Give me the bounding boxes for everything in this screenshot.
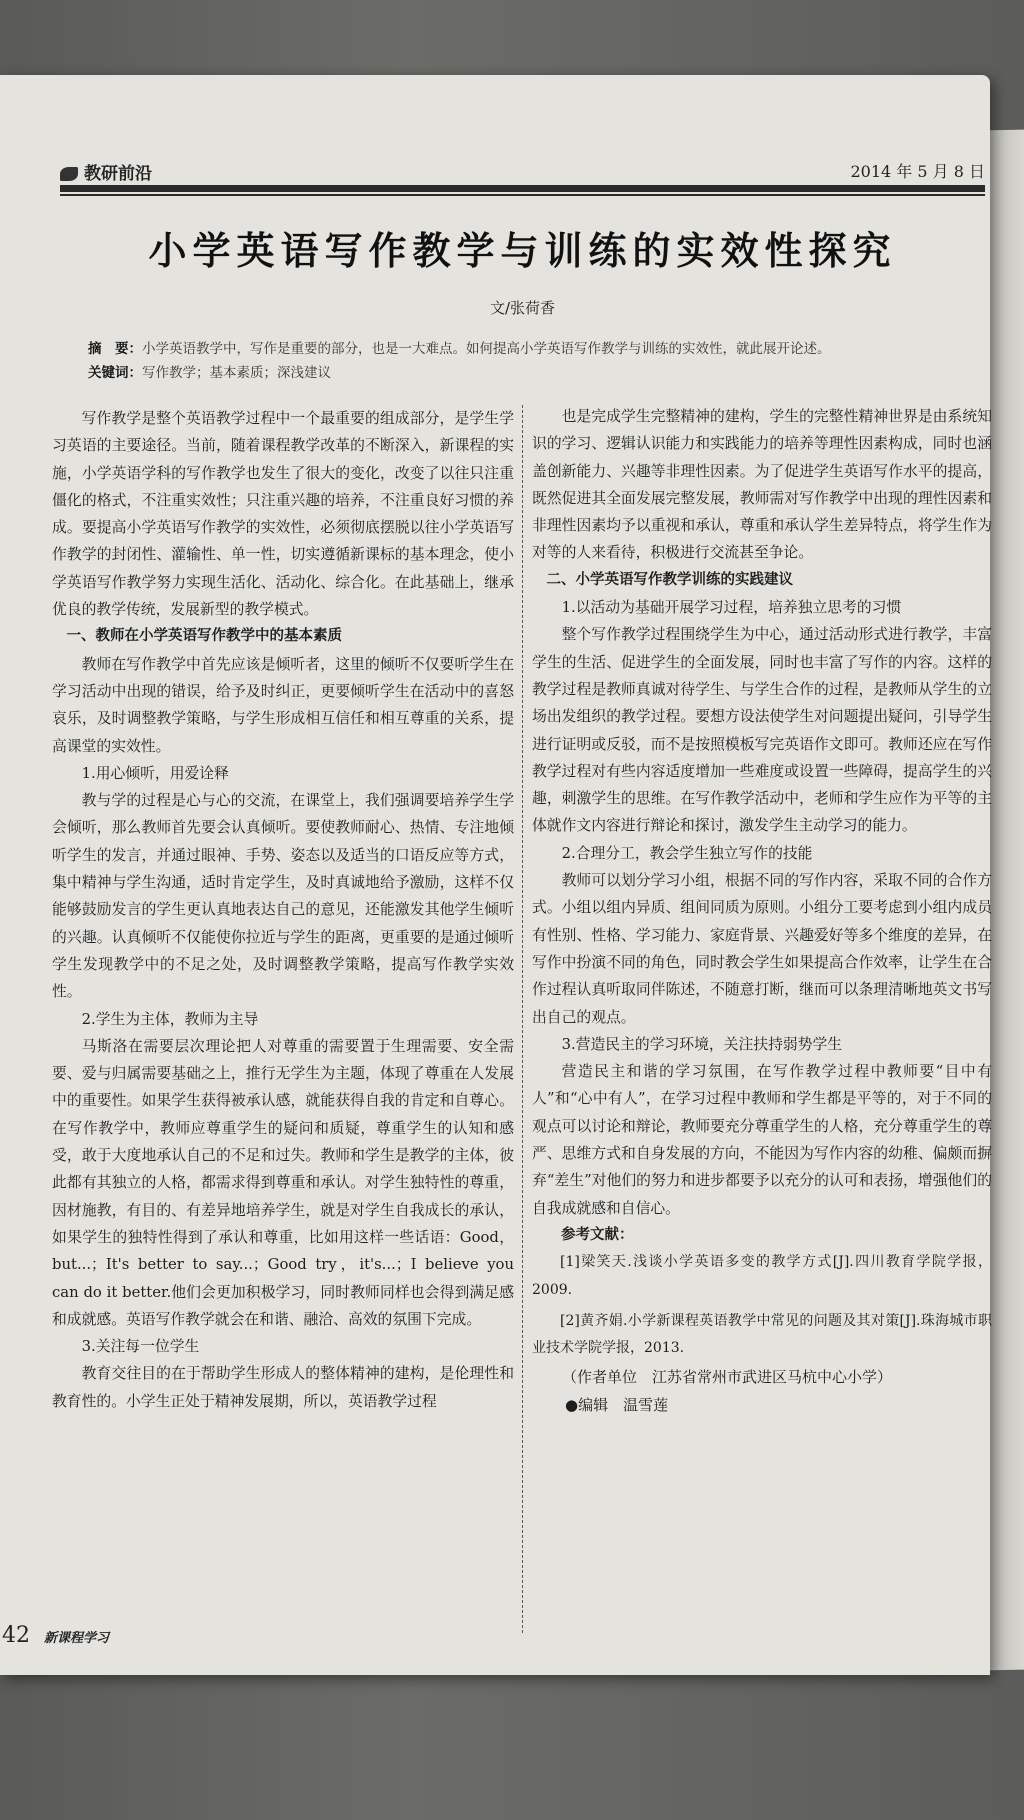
author-affiliation: （作者单位 江苏省常州市武进区马杭中心小学） bbox=[562, 1368, 893, 1387]
subsection-heading: 2.合理分工，教会学生独立写作的技能 bbox=[561, 844, 813, 862]
keywords-text: 写作教学；基本素质；深浅建议 bbox=[142, 365, 331, 381]
reference-item: [1]梁笑天.浅谈小学英语多变的教学方式[J].四川教育学院学报，2009. bbox=[532, 1254, 992, 1298]
abstract-label: 摘 要： bbox=[88, 341, 142, 357]
editor-credit: ●编辑 温雪莲 bbox=[565, 1395, 669, 1414]
article-title: 小学英语写作教学与训练的实效性探究 bbox=[148, 229, 897, 273]
paragraph: 营造民主和谐的学习氛围，在写作教学过程中教师要“目中有人”和“心中有人”，在学习过程中教师和学生都是平等的，对于不同的观点可以讨论和辩论，教师要充分尊重学生的人格，充分尊重学生的尊严、思维方式和自身发展的方向，不能因为写作内容的幼稚、偏颇而摒弃“差生”对他们的努力和进步都要予以充分的认可和表扬，增强他们的自我成就感和自信心。 bbox=[532, 1063, 992, 1217]
header-rule-thin bbox=[60, 194, 985, 196]
paragraph: 马斯洛在需要层次理论把人对尊重的需要置于生理需要、安全需要、爱与归属需要基础之上，推行无学生为主题，体现了尊重在人发展中的重要性。如果学生获得被承认感，就能获得自我的肯定和自尊心。在写作教学中，教师应尊重学生的疑问和质疑，尊重学生的认知和感受，敢于大度地承认自己的不足和过失。教师和学生是教学的主体，彼此都有其独立的人格，都需求得到尊重和承认。对学生独特性的尊重，因材施教，有目的、有差异地培养学生，就是对学生自我成长的承认，如果学生的独特性得到了承认和尊重，比如用这样一些话语：Good，but...；It's better to say...；Good try，it's...；I believe you can do it better.他们会更加积极学习，同时教师同样也会得到满足感和成就感。英语写作教学就会在和谐、融洽、高效的氛围下完成。 bbox=[52, 1037, 514, 1328]
section-heading: 一、教师在小学英语写作教学中的基本素质 bbox=[66, 628, 342, 645]
right-column bbox=[532, 403, 992, 1419]
abstract-block bbox=[88, 337, 968, 385]
section-logo-icon bbox=[60, 167, 78, 181]
magazine-name: 新课程学习 bbox=[44, 1631, 110, 1646]
paragraph: 写作教学是整个英语教学过程中一个最重要的组成部分，是学生学习英语的主要途径。当前，随着课程教学改革的不断深入，新课程的实施，小学英语学科的写作教学也发生了很大的变化，改变了以往只注重僵化的格式，不注重实效性；只注重兴趣的培养，不注重良好习惯的养成。要提高小学英语写作教学的实效性，必须彻底摆脱以往小学英语写作教学的封闭性、灌输性、单一性，切实遵循新课标的基本理念，使小学英语写作教学努力实现生活化、活动化、综合化。在此基础上，继承优良的教学传统，发展新型的教学模式。 bbox=[52, 410, 514, 619]
section-label bbox=[60, 159, 152, 184]
page-number: 42 bbox=[2, 1623, 30, 1648]
paragraph: 教与学的过程是心与心的交流，在课堂上，我们强调要培养学生学会倾听，那么教师首先要会认真倾听。要使教师耐心、热情、专注地倾听学生的发言，并通过眼神、手势、姿态以及适当的口语反应等方式，集中精神与学生沟通，适时肯定学生，及时真诚地给予激励，这样不仅能够鼓励发言的学生更认真地表达自己的意见，还能激发其他学生倾听的兴趣。认真倾听不仅能使你拉近与学生的距离，更重要的是通过倾听学生发现教学中的不足之处，及时调整教学策略，提高写作教学实效性。 bbox=[52, 792, 514, 1001]
keywords-label: 关键词： bbox=[88, 365, 142, 381]
keywords-line bbox=[88, 361, 968, 385]
article-author: 文/张荷香 bbox=[489, 299, 556, 317]
paragraph: 教育交往目的在于帮助学生形成人的整体精神的建构，是伦理性和教育性的。小学生正处于精神发展期，所以，英语教学过程 bbox=[52, 1365, 514, 1410]
subsection-heading: 3.关注每一位学生 bbox=[81, 1338, 200, 1356]
abstract-text: 小学英语教学中，写作是重要的部分，也是一大难点。如何提高小学英语写作教学与训练的实效性，就此展开论述。 bbox=[142, 341, 831, 357]
subsection-heading: 1.用心倾听，用爱诠释 bbox=[81, 764, 229, 782]
paragraph: 教师可以划分学习小组，根据不同的写作内容，采取不同的合作方式。小组以组内异质、组间同质为原则。小组分工要考虑到小组内成员有性别、性格、学习能力、家庭背景、兴趣爱好等多个维度的差异，在写作中扮演不同的角色，同时教会学生如果提高合作效率，让学生在合作过程认真听取同伴陈述，不随意打断，继而可以条理清晰地英文书写出自己的观点。 bbox=[532, 872, 992, 1026]
abstract-line bbox=[88, 337, 968, 361]
page-header bbox=[60, 155, 985, 195]
header-rule-thick bbox=[60, 185, 985, 192]
magazine-page bbox=[0, 75, 990, 1675]
paragraph: 教师在写作教学中首先应该是倾听者，这里的倾听不仅要听学生在学习活动中出现的错误，给予及时纠正，更要倾听学生在活动中的喜怒哀乐，及时调整教学策略，与学生形成相互信任和相互尊重的关系，提高课堂的实效性。 bbox=[52, 655, 514, 755]
references-heading: 参考文献： bbox=[561, 1226, 634, 1243]
reference-item: [2]黄齐娟.小学新课程英语教学中常见的问题及其对策[J].珠海城市职业技术学院学报，2013. bbox=[532, 1312, 992, 1357]
section-heading: 二、小学英语写作教学训练的实践建议 bbox=[546, 571, 793, 588]
issue-date: 2014 年 5 月 8 日 bbox=[850, 162, 985, 181]
subsection-heading: 1.以活动为基础开展学习过程，培养独立思考的习惯 bbox=[561, 599, 902, 617]
column-divider bbox=[522, 405, 523, 1633]
subsection-heading: 2.学生为主体，教师为主导 bbox=[81, 1010, 259, 1028]
subsection-heading: 3.营造民主的学习环境，关注扶持弱势学生 bbox=[561, 1035, 843, 1053]
paragraph: 整个写作教学过程围绕学生为中心，通过活动形式进行教学，丰富学生的生活、促进学生的全面发展，同时也丰富了写作的内容。这样的教学过程是教师真诚对待学生、与学生合作的过程，是教师从学生的立场出发组织的教学过程。要想方设法使学生对问题提出疑问，引导学生进行证明或反驳，而不是按照模板写完英语作文即可。教师还应在写作教学过程对有些内容适度增加一些难度或设置一些障碍，提高学生的兴趣，刺激学生的思维。在写作教学活动中，老师和学生应作为平等的主体就作文内容进行辩论和探讨，激发学生主动学习的能力。 bbox=[532, 626, 992, 835]
left-column bbox=[52, 405, 514, 1415]
section-name: 教研前沿 bbox=[84, 164, 152, 184]
paragraph: 也是完成学生完整精神的建构，学生的完整性精神世界是由系统知识的学习、逻辑认识能力和实践能力的培养等理性因素构成，同时也涵盖创新能力、兴趣等非理性因素。为了促进学生英语写作水平的提高，既然促进其全面发展完整发展，教师需对写作教学中出现的理性因素和非理性因素均予以重视和承认，尊重和承认学生差异特点，将学生作为对等的人来看待，积极进行交流甚至争论。 bbox=[532, 408, 992, 562]
